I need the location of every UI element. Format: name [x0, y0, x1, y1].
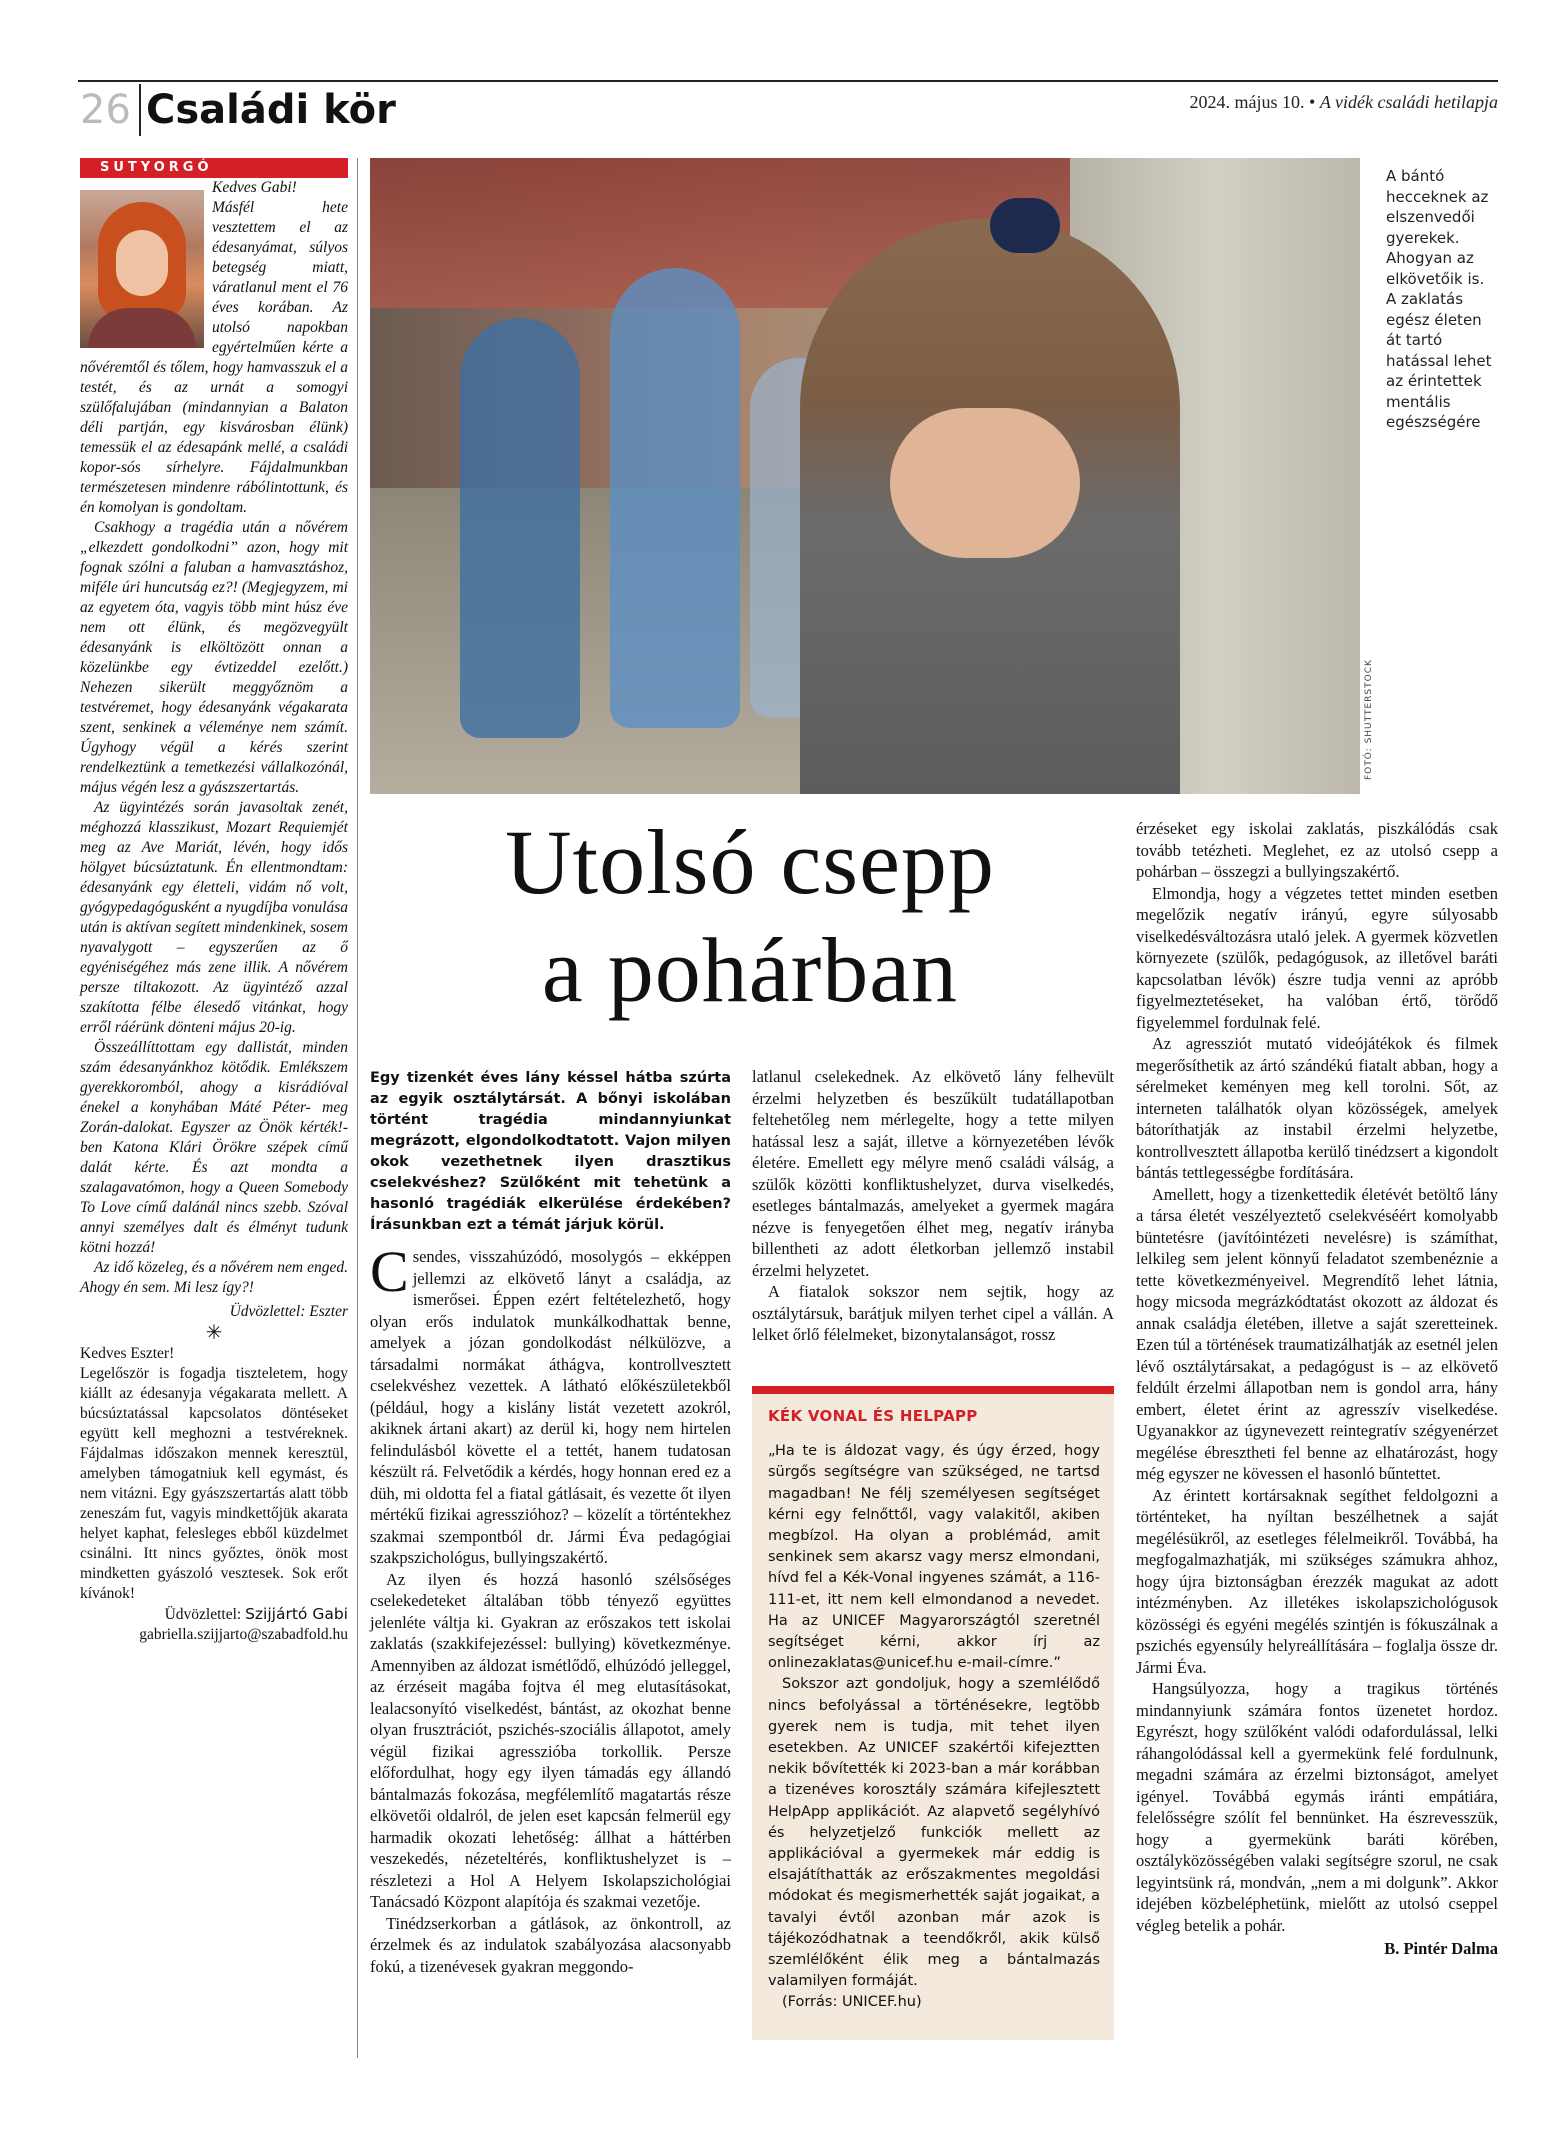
box-source: (Forrás: UNICEF.hu) — [782, 1994, 922, 2011]
article-lead: Egy tizenkét éves lány késsel hátba szúrta az egyik osztálytársát. A bőnyi iskolában történt tragédia mindannyiunkat megrázott, elgondolkodtatott. Vajon milyen okok vezethetnek ilyen drasztikus cselekvéshez? Szülőként mit tehetünk a hasonló tragédiák elkerülése érdekében? Írásunkban ezt a témát járjuk körül. — [370, 1070, 731, 1233]
letter-paragraph: Másfél hete vesztettem el az édesanyámat, súlyos betegség miatt, váratlanul ment el 76 éves korában. Az utolsó napokban egyértelműen kérte a nővéremtől és tőlem, hogy hamvasszuk el a testét, és az urnát a somogyi szülőfalujában (mindannyian a Balaton déli partján, egy kisvárosban élünk) temessük el az édesapánk mellé, a családi kopor-sós sírhelyre. Fájdalmunkban természetesen mindenre rábólintottunk, és én komolyan is gondoltam. — [80, 199, 348, 516]
article-paragraph: Az agressziót mutató videójátékok és filmek megerősíthetik az ártó szándékú fiatalt abban, hogy a sérelmeket keményen meg kell torolni. Sőt, az interneten találhatók olyan közösségek, amelyek bátoríthatják az instabil érzelmi helyzetbe, kontrollvesztett állapotba kerülő tinédzsert a kigondolt bántás tettlegességbe fordítására. — [1136, 1034, 1498, 1182]
letter-paragraph: Összeállíttottam egy dallistát, minden szám édesanyánkhoz kötődik. Emlékszem gyerekkoromból, ahogy a kisrádióval énekel a konyhában Máté Péter- meg Zorán-dalokat. Egyszer az Önök kérték!-ben Katona Klári Örökre szépek című dalát kérte. És azt mondta a szalagavatómon, hogy a Queen Somebody To Love című dalánál nincs szebb. Szóval annyi személyes dalt és élményt tudunk kötni hozzá! — [80, 1039, 348, 1256]
letter-paragraph: Az idő közeleg, és a nővérem nem enged. Ahogy én sem. Mi lesz így?! — [80, 1259, 348, 1296]
letter-signature: Üdvözlettel: Eszter — [229, 1303, 348, 1320]
letter-greeting: Kedves Gabi! — [212, 179, 297, 196]
drop-cap: C — [370, 1239, 409, 1304]
masthead — [1190, 92, 1498, 113]
article-column-3 — [1136, 818, 1498, 1960]
article-column-1 — [370, 1239, 731, 1977]
article-paragraph: Elmondja, hogy a végzetes tettet minden esetben megelőzik negatív irányú, egyre súlyosabb viselkedésváltozásra utaló jelek. A gyermek közvetlen környezete (szülők, pedagógusok, az illetővel baráti kapcsolatban lévők) észre tudja venni az apróbb figyelmeztetéseket, ha valóban értő, törődő figyelemmel fordulnak felé. — [1136, 883, 1498, 1032]
masthead-bullet: • — [1309, 92, 1316, 112]
columnist-email[interactable]: gabriella.szijjarto@szabadfold.hu — [139, 1626, 348, 1643]
reply-paragraph: Legelőször is fogadja tiszteletem, hogy kiállt az édesanyja végakarata mellett. A búcsúztatással kapcsolatos döntéseket együtt kell meghozni a testvéreknek. Fájdalmas időszakon mennek keresztül, amelyben támogatniuk kell egymást, és nem vitázni. Egy gyászszertartás alatt több zeneszám fut, vagyis mindkettőjük akarata helyet kaphat, felesleges ebből küzdelmet csinálni. Itt nincs győztes, önök most mindketten gyászoló vesztesek. Sok erőt kívánok! — [80, 1365, 348, 1602]
photo-credit: FOTÓ: SHUTTERSTOCK — [1364, 659, 1374, 780]
letter-paragraph: Az ügyintézés során javasoltak zenét, méghozzá klasszikust, Mozart Requiemjét meg az Ave Mariát, lévén, hogy idős hölgyet búcsúztatunk. Én ellentmondtam: édesanyánk egy életteli, vidám nő volt, gyógypedagógusként a nyugdíjba vonulása után is aktívan segített mindenkinek, sosem nyavalygott – egyszerűen az ő egyéniségéhez más zene illik. A nővérem persze tiltakozott. Az ügyintéző azzal szakította félbe élesedő vitánkat, hogy erről ráérünk dönteni május 20-ig. — [80, 799, 348, 1036]
column-label: SUTYORGÓ — [80, 158, 348, 178]
reply-greeting: Kedves Eszter! — [80, 1345, 175, 1362]
article-paragraph: Csendes, visszahúzódó, mosolygós – ekképpen jellemzi az elkövető lányt a családja, az ismerősei. Éppen ezért feltételezhető, hogy olyan erős indulatok munkálkodhattak benne, amelyek a józan gondolkodást nélkülözve, a társadalmi normákat áthágva, kontrollvesztett cselekvéshez vezettek. A látható előkészületekből (például, hogy a kislány listát vezetett azokról, akiknek ártani akart) az derül ki, hogy nem hirtelen felindulásból követte el a tettét, hanem tudatosan készült rá. Felvetődik a kérdés, hogy honnan ered ez a düh, mi oldotta fel a fiatal gátlásait, és vezette őt ilyen mértékű fizikai agresszióhoz? – közelít a történtekhez szakmai szempontból dr. Jármi Éva pedagógiai szakpszichológus, bullyingszakértő. — [370, 1239, 731, 1567]
article-paragraph: Az ilyen és hozzá hasonló szélsőséges cselekedeteket általában több tényező együttes jelenléte váltja ki. Gyakran az erőszakos tett iskolai zaklatás (szakkifejezéssel: bullying) következménye. Amennyiben az áldozat ismétlődő, elhúzódó jelleggel, az érzéseit magába fojtva él meg elutasításokat, lealacsonyító viselkedést, bántást, az okozhat benne olyan frusztrációt, pszichés-szociális állapotot, amely végül fizikai agresszióba torkollik. Persze előfordulhat, hogy egy ilyen támadás egy állandó bántalmazás fokozása, megfélemlítő magatartás része elkövetői oldalról, de jelen eset kapcsán felmerül egy harmadik okozati lehetőség: állhat a háttérben veszekedés, nézeteltérés, konfliktushelyzet is – részletezi a Hol A Helyem Iskolapszichológiai Tanácsadó Központ alapítója és szakmai vezetője. — [370, 1569, 731, 1911]
article-paragraph: latlanul cselekednek. Az elkövető lány felhevült érzelmi helyzetben és beszűkült tudatállapotban feltehetőleg nem mérlegelte, hogy a tette milyen hatással lesz a saját, illetve a környezetében lévők életére. Emellett egy mélyre menő családi válság, a szülők közötti konfliktushelyzet, durva viselkedés, esetleges bántalmazás, amelyeket a gyermek magára nézve is fenyegetően élhet meg, negatív irányba billentheti az adott életkorban jellemző instabil érzelmi helyzetet. — [752, 1067, 1114, 1280]
article-photo — [370, 158, 1360, 794]
article-paragraph: Hangsúlyozza, hogy a tragikus történés mindannyiunk számára fontos üzenetet hordoz. Egyrészt, hogy szülőként valódi odafordulással, lelki ráhangolódással kell a gyermekünk felé fordulnunk, megadni számára az érzelmi biztonságot, amelyet igényel. Továbbá egymás iránti empátiára, felelősségre szólít fel bennünket. Ha észrevesszük, hogy a gyermekünk baráti körében, osztályközösségében valaki segítségre szorul, ne csak legyintsünk rá, mondván, „nem a mi dolgunk”. Akkor idejében közbeléphetünk, mielőtt az utolsó cseppel végleg betelik a pohár. — [1136, 1679, 1498, 1935]
article-author: B. Pintér Dalma — [1384, 1939, 1498, 1958]
box-paragraph: Sokszor azt gondoljuk, hogy a szemlélődő nincs befolyással a történésekre, legtöbb gyerek nem is tudja, mit tehet ilyen esetekben. Az UNICEF szakértői kifejeztten nekik bővítették ki 2023-ban a már korábban a tizenéves korosztály számára kifejlesztett HelpApp applikációt. Az alapvető segélyhívó és helyzetjelző funkciók mellett az applikációval a gyermekek már eddig is elsajátíthatták az erőszakmentes megoldási módokat és megismerhették saját jogaikat, a tavalyi évtől azonban már azok is tájékozódhatnak a teendőkről, akik külső szemlélőként élik meg a bántalmazás valamilyen formáját. — [768, 1676, 1100, 1990]
columnist-reply — [80, 1344, 348, 1604]
columnist-name: Szijjártó Gabi — [245, 1605, 348, 1623]
reply-signature: Üdvözlettel: Szijjártó Gabi — [164, 1605, 348, 1623]
header-rule — [78, 80, 1498, 82]
article-paragraph: Az érintett kortársaknak segíthet feldolgozni a történteket, ha nyíltan beszélhetnek a saját megélésükről, az esetleges félelmeikről. Továbbá, ha megfogalmazhatják, mi szükséges számukra ahhoz, hogy újra biztonságban érezzék magukat az adott intézményben. Az illetékes iskolapszichológusok közösségi és egyéni megélés szintjén is fókuszálnak a pszichés egyensúly helyreállítására – foglalja össze dr. Jármi Éva. — [1136, 1485, 1498, 1677]
article-paragraph: Amellett, hogy a tizenkettedik életévét betöltő lány a társa életét veszélyeztető cselekvéséért komolyabb büntetésre (javítóintézeti nevelésre) is számíthat, lelkileg sem jelent könnyű feladatot szembenéznie a tette következményeivel. Megrendítő lehet látnia, hogy micsoda megrázkódtatást okozott az áldozat és annak családja életében, illetve a saját szeretteinek. Ezen túl a történések traumatizálhatják az esetnél jelen lévő osztálytársakat, a pedagógust is – az elkövető feldúlt érzelmi állapotban nem is gondol arra, hány embert, életet érint az agresszív viselkedése. Ugyanakkor az úgynevezett reintegratív szégyenérzet megélése ébresztheti fel benne az elhatározást, hogy még egyszer ne kövessen el hasonló bűntettet. — [1136, 1184, 1498, 1483]
box-title: KÉK VONAL ÉS HELPAPP — [768, 1407, 978, 1425]
helpline-box — [752, 1386, 1114, 2040]
issue-date: 2024. május 10. — [1189, 92, 1305, 112]
reader-letter — [80, 178, 348, 1298]
section-title: Családi kör — [146, 87, 396, 133]
publication-name: A vidék családi hetilapja — [1319, 92, 1498, 112]
page-number: 26 — [80, 84, 141, 136]
box-paragraph: „Ha te is áldozat vagy, és úgy érzed, hogy sürgős segítségre van szükséged, ne tartsd magadban! Ne félj személyesen segítséget kérni egy felnőttől, vagy valakitől, akiben megbízol. Ha olyan a problémád, amit senkinek sem akarsz vagy mersz elmondani, hívd fel a Kék-Vonal ingyenes számát, a 116-111-et, itt nem kell elmondanod a nevedet. Ha az UNICEF Magyarországtól szeretnél segítséget kérni, akkor írj az onlinezaklatas@unicef.hu e-mail-címre.” — [768, 1443, 1100, 1672]
photo-caption: A bántó hecceknek az elszenvedői gyerekek. Ahogyan az elkövetőik is. A zaklatás egész életen át tartó hatással lehet az érintettek mentális egészségére — [1386, 167, 1492, 431]
article-headline: Utolsó csepp a pohárban — [505, 811, 995, 1021]
article-paragraph: érzéseket egy iskolai zaklatás, piszkálódás csak tovább tetézheti. Meglehet, ez az utolsó csepp a pohárban – összegzi a bullyingszakértő. — [1136, 819, 1498, 881]
column-divider — [357, 158, 358, 2058]
article-paragraph: Tinédzserkorban a gátlások, az önkontroll, az érzelmek és az indulatok szabályozása alacsonyabb fokú, a tizenévesek gyakran meggondo- — [370, 1913, 731, 1976]
advice-column — [80, 158, 348, 2058]
star-separator: ✳ — [205, 1322, 223, 1344]
letter-paragraph: Csakhogy a tragédia után a nővérem „elkezdett gondolkodni” azon, hogy mit fognak szólni a faluban a hamvasztáshoz, miféle úri huncutság ez?! (Megjegyzem, mi az egyetem óta, vagyis több mint húsz éve nem ott élünk, és megözvegyült édesanyánk is elköltözött onnan a közelünkbe egy évtizeddel ezelőtt.) Nehezen sikerült meggyőznöm a testvéremet, hogy édesanyánk végakarata szent, senkinek a véleménye nem számít. Úgyhogy végül a kérés szerint rendelkeztünk a temetkezési vállalkozónál, május végén lesz a gyászszertartás. — [80, 519, 348, 796]
article-column-2 — [752, 1066, 1114, 1346]
columnist-portrait — [80, 190, 204, 348]
article-paragraph: A fiatalok sokszor nem sejtik, hogy az osztálytársuk, barátjuk milyen terhet cipel a vállán. A lelket őrlő félelmeket, bizonytalanságot, rossz — [752, 1282, 1114, 1344]
